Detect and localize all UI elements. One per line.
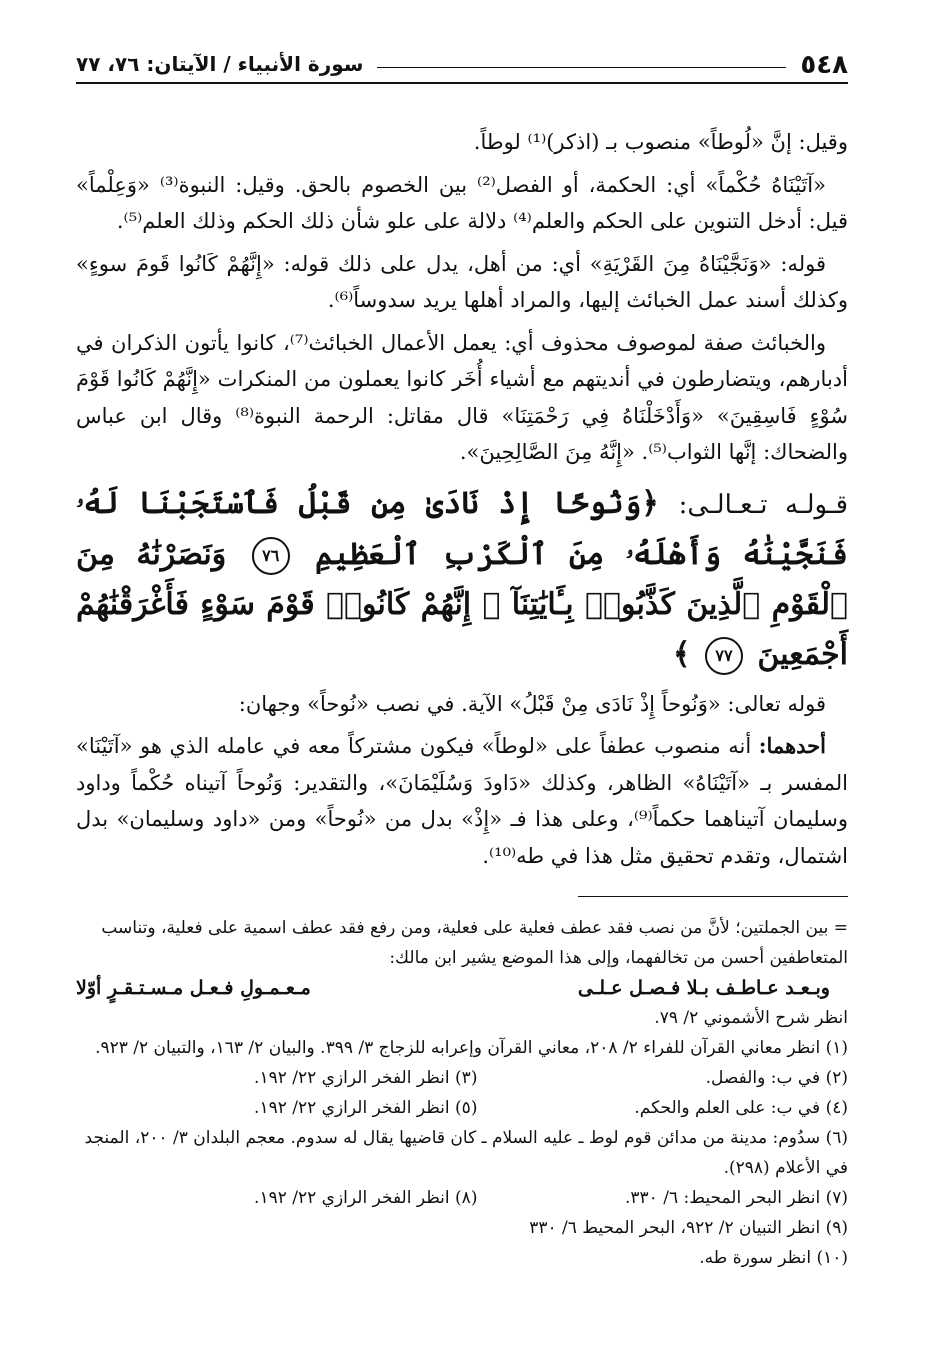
poem-hemistich-1: وبـعـد عـاطـف بـلا فـصـل عـلـى: [577, 977, 830, 999]
footnote-row: [76, 1093, 848, 1123]
footnote-continued: = بين الجملتين؛ لأنَّ من نصب فقد عطف فعلية على فعلية، ومن رفع فقد عطف اسمية على فعلية، وتناسب المتعاطفين أحسن من تخالفهما، وإلى هذا الموضع يشير ابن مالك:: [101, 918, 848, 968]
verse-close: ﴾: [672, 636, 691, 672]
paragraph-4: والخبائث صفة لموصوف محذوف أي: يعمل الأعمال الخبائث⁽⁷⁾، كانوا يأتون الذكران في أدبارهم، ويتضارطون في أنديتهم مع أشياء أُخَر كانوا يعملون من المنكرات «إِنَّهُمْ كَانُوا قَوْمَ سُوْءٍ فَاسِقِينَ» «وَأَدْخَلْنَاهُ فِي رَحْمَتِنَا» قال مقاتل: الرحمة النبوة⁽⁸⁾ وقال ابن عباس والضحاك: إنَّها الثواب⁽⁵⁾. «إِنَّهُ مِنَ الصَّالِحِينَ».: [76, 330, 848, 464]
ayah-number-marker: ٧٦: [252, 537, 290, 575]
footnote-5: (٥) انظر الفخر الرازي ٢٢/ ١٩٢.: [254, 1098, 478, 1118]
footnote-row: [76, 1063, 848, 1093]
footnote-1: (١) انظر معاني القرآن للفراء ٢/ ٢٠٨، معاني القرآن وإعرابه للزجاج ٣/ ٣٩٩. والبيان ٢/ ١٦٣، والتبيان ٢/ ٩٢٣.: [95, 1038, 848, 1058]
poem-verse: [76, 973, 848, 1003]
footnote-separator: [578, 896, 848, 897]
paragraph-1: وقيل: إنَّ «لُوطاً» منصوب بـ (اذكر)⁽¹⁾ لوطاً.: [473, 130, 848, 154]
footnote-2: (٢) في ب: والفصل.: [705, 1068, 848, 1088]
ayah-number-marker: ٧٧: [705, 637, 743, 675]
page-header: [76, 38, 848, 84]
main-text: [76, 124, 848, 874]
paragraph-3: قوله: «وَنَجَّيْنَاهُ مِنَ القَرْيَةِ» أي: من أهل، يدل على ذلك قوله: «إِنَّهُمْ كَانُوا قَومَ سوءٍ» وكذلك أسند عمل الخبائث إليها، والمراد أهلها يريد سدوساً⁽⁶⁾.: [76, 251, 848, 312]
footnote-3: (٣) انظر الفخر الرازي ٢٢/ ١٩٢.: [254, 1068, 478, 1088]
footnote-9: (٩) انظر التبيان ٢/ ٩٢٢، البحر المحيط ٦/ ٣٣٠: [529, 1218, 848, 1238]
footnote-10: (١٠) انظر سورة طه.: [699, 1248, 848, 1268]
poem-hemistich-2: مـعـمـولِ فـعـل مـسـتـقـرٍ أوّلا: [76, 977, 311, 999]
footnote-4: (٤) في ب: على العلم والحكم.: [634, 1098, 848, 1118]
page-number: ٥٤٨: [800, 50, 848, 80]
verse-text-1: ﴿وَنُوحًا إِذْ نَادَىٰ مِن قَبْلُ فَٱسْتَجَبْنَا لَهُۥ فَنَجَّيْنَٰهُ وَأَهْلَهُۥ مِنَ ٱلْكَرْبِ ٱلْعَظِيمِ: [76, 485, 848, 572]
term-first: أحدهما:: [758, 733, 826, 758]
footnote-8: (٨) انظر الفخر الرازي ٢٢/ ١٩٢.: [254, 1188, 478, 1208]
header-rule: [377, 67, 786, 68]
quran-verse: [76, 479, 848, 680]
paragraph-2: «آتَيْنَاهُ حُكْماً» أي: الحكمة، أو الفصل⁽²⁾ بين الخصوم بالحق. وقيل: النبوة⁽³⁾ «وَعِلْماً» قيل: أدخل التنوين على الحكم والعلم⁽⁴⁾ دلالة على علو شأن ذلك الحكم وذلك العلم⁽⁵⁾.: [76, 172, 848, 233]
paragraph-5: قوله تعالى: «وَنُوحاً إِذْ نَادَى مِنْ قَبْلُ» الآية. في نصب «نُوحاً» وجهان:: [238, 691, 826, 716]
footnote-6: (٦) سدُوم: مدينة من مدائن قوم لوط ـ عليه السلام ـ كان قاضيها يقال له سدوم. معجم البلدان ٣/ ٢٠٠، المنجد في الأعلام (٢٩٨).: [84, 1128, 848, 1178]
paragraph-6-text: أنه منصوب عطفاً على «لوطاً» فيكون مشتركاً معه في عامله الذي هو «آتَيْنَا» المفسر بـ «آتَيْنَاهُ» الظاهر، وكذلك «دَاودَ وَسُلَيْمَانَ»، والتقدير: وَنُوحاً آتيناه حُكْماً وداود وسليمان آتيناهما حكماً⁽⁹⁾، وعلى هذا فـ «إِذْ» بدل من «نُوحاً» ومن «داود وسليمان» بدل اشتمال، وتقدم تحقيق مثل هذا في طه⁽¹⁰⁾.: [76, 734, 848, 868]
verse-text-2: وَنَصَرْنَٰهُ مِنَ ٱلْقَوْمِ ٱلَّذِينَ كَذَّبُوا۟ بِـَٔايَٰتِنَآ ۚ إِنَّهُمْ كَانُوا۟ قَوْمَ سَوْءٍ فَأَغْرَقْنَٰهُمْ أَجْمَعِينَ: [76, 536, 848, 672]
footnote-row: [76, 1183, 848, 1213]
running-head: سورة الأنبياء / الآيتان: ٧٦، ٧٧: [76, 52, 364, 76]
footnote-continued-ref: انظر شرح الأشموني ٢/ ٧٩.: [654, 1008, 848, 1028]
verse-lead: قـولـه تـعـالـى:: [678, 489, 848, 520]
paragraph-6: [76, 728, 848, 874]
footnote-7: (٧) انظر البحر المحيط: ٦/ ٣٣٠.: [625, 1188, 848, 1208]
footnotes: [76, 913, 848, 1273]
